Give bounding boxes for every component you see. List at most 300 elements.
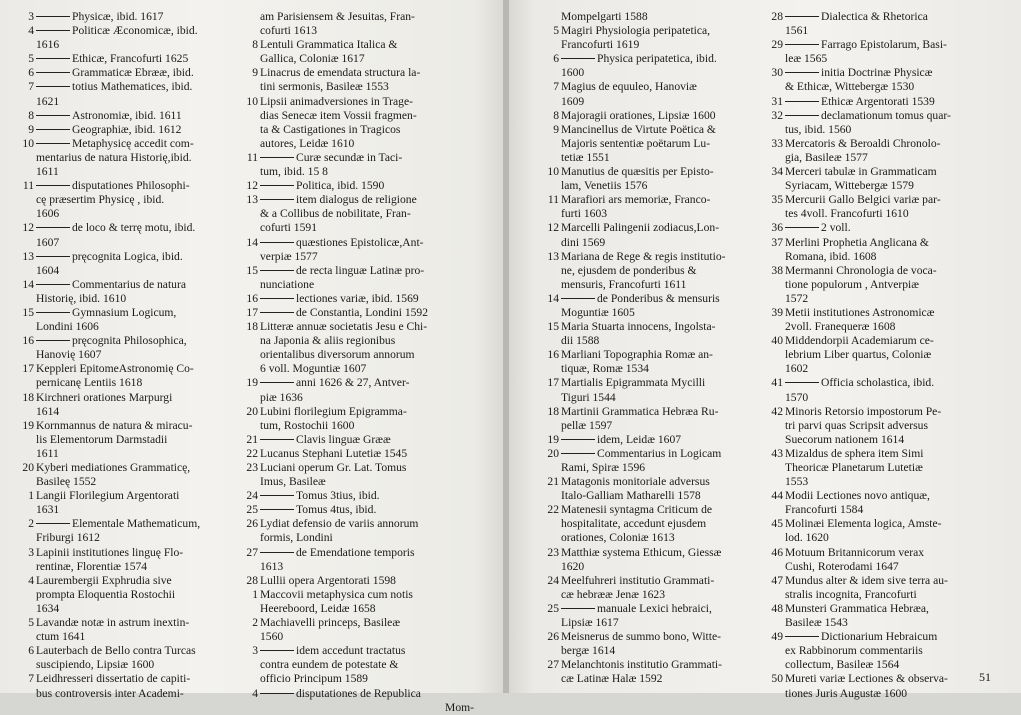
entry-text: Suecorum nationem 1614: [785, 432, 905, 446]
catalog-entry: [22, 461, 236, 489]
page-number: 51: [979, 670, 991, 684]
entry-text: Officia scholastica, ibid.: [821, 376, 935, 390]
entry-text: Lipsiæ 1617: [561, 616, 619, 630]
catalog-entry: [246, 66, 474, 94]
entry-text: anni 1626 & 27, Antver-: [296, 376, 410, 390]
entry-number: 4: [28, 24, 34, 38]
entry-number: 12: [246, 179, 258, 193]
entry-number: 21: [246, 432, 258, 446]
entry-number: 10: [246, 94, 258, 108]
catalog-entry: [771, 334, 993, 376]
entry-text: Elementale Mathematicum,: [72, 517, 201, 531]
entry-text: Mermanni Chronologia de voca-: [785, 263, 937, 277]
catalog-entry: [22, 137, 236, 179]
catalog-entry: [246, 320, 474, 376]
ditto-dash: [36, 143, 70, 144]
entry-text: dias Senecæ item Vossii fragmen-: [260, 108, 417, 122]
catalog-entry: [771, 602, 993, 630]
entry-text: Grammaticæ Ebrææ, ibid.: [72, 66, 194, 80]
ditto-dash: [785, 72, 819, 73]
catalog-entry: [22, 672, 236, 700]
entry-number: 19: [246, 376, 258, 390]
entry-text: Francofurti 1584: [785, 503, 864, 517]
entry-text: Munsteri Grammatica Hebræa,: [785, 601, 929, 615]
ditto-dash: [260, 242, 294, 243]
entry-text: ctum 1641: [36, 630, 86, 644]
entry-number: 23: [246, 461, 258, 474]
catalog-entry: [547, 109, 765, 123]
entry-number: 19: [547, 432, 559, 446]
entry-text: bergæ 1614: [561, 644, 616, 658]
ditto-dash: [36, 185, 70, 186]
entry-text: Hanovię 1607: [36, 348, 102, 362]
entry-number: 38: [771, 263, 783, 277]
entry-text: mentarius de natura Historię,ibid.: [36, 150, 192, 164]
entry-text: Moguntiæ 1605: [561, 305, 635, 319]
catalog-entry: [22, 419, 236, 461]
entry-text: tus, ibid. 1560: [785, 122, 852, 136]
entry-text: Maccovii metaphysica cum notis: [260, 587, 413, 601]
entry-number: 5: [28, 52, 34, 66]
entry-text: cæ Latinæ Halæ 1592: [561, 672, 663, 686]
catalog-entry: [246, 264, 474, 292]
entry-text: Modii Lectiones novo antiquæ,: [785, 489, 930, 503]
entry-text: Mundus alter & idem sive terra au-: [785, 573, 948, 587]
entry-text: Marliani Topographia Romæ an-: [561, 348, 713, 362]
entry-text: lectiones variæ, ibid. 1569: [296, 291, 419, 305]
catalog-entry: [547, 475, 765, 503]
ditto-dash: [36, 523, 70, 524]
catalog-entry: [22, 10, 236, 24]
catalog-entry: [246, 687, 474, 701]
catalog-entry: [22, 489, 236, 517]
entry-text: Commentarius in Logicam: [597, 446, 722, 460]
entry-text: & a Collibus de nobilitate, Fran-: [260, 207, 411, 221]
entry-text: Lydiat defensio de variis annorum: [260, 517, 419, 531]
ditto-dash: [260, 495, 294, 496]
entry-text: Dialectica & Rhetorica: [821, 10, 928, 23]
entry-text: lis Elementorum Darmstadii: [36, 432, 168, 446]
catchword: Mom-: [445, 700, 474, 714]
entry-number: 20: [547, 446, 559, 460]
entry-text: 1614: [36, 404, 60, 418]
catalog-entry: [246, 489, 474, 503]
entry-text: Mercurii Gallo Belgici variæ par-: [785, 193, 941, 207]
ditto-dash: [260, 312, 294, 313]
entry-text: tetiæ 1551: [561, 150, 610, 164]
catalog-entry: [547, 292, 765, 320]
entry-number: 9: [553, 122, 559, 136]
catalog-entry: [246, 588, 474, 616]
catalog-entry: [246, 503, 474, 517]
catalog-entry: [771, 447, 993, 489]
entry-number: 8: [553, 108, 559, 122]
entry-text: Theoricæ Planetarum Lutetiæ: [785, 461, 923, 474]
entry-text: Minoris Retorsio impostorum Pe-: [785, 404, 942, 418]
entry-text: Merlini Prophetia Anglicana &: [785, 235, 929, 249]
entry-text: 6 voll. Moguntiæ 1607: [260, 362, 367, 376]
catalog-entry: [547, 24, 765, 52]
entry-text: Marcelli Palingenii zodiacus,Lon-: [561, 221, 720, 235]
entry-text: Ethicæ, Francofurti 1625: [72, 52, 189, 66]
entry-text: cæ hebrææ Jenæ 1623: [561, 587, 666, 601]
entry-number: 14: [22, 277, 34, 291]
ditto-dash: [260, 199, 294, 200]
entry-number: 2: [28, 517, 34, 531]
entry-number: 2: [252, 616, 258, 630]
ditto-dash: [260, 382, 294, 383]
catalog-entry: [22, 250, 236, 278]
entry-text: de Ponderibus & mensuris: [597, 291, 720, 305]
entry-text: Martinii Grammatica Hebræa Ru-: [561, 404, 719, 418]
entry-text: Magius de equuleo, Hanoviæ: [561, 80, 697, 94]
ditto-dash: [260, 157, 294, 158]
entry-number: 25: [547, 601, 559, 615]
catalog-entry: [22, 546, 236, 574]
entry-number: 18: [547, 404, 559, 418]
entry-text: rentinæ, Florentiæ 1574: [36, 559, 148, 573]
ditto-dash: [260, 439, 294, 440]
catalog-entry: [22, 52, 236, 66]
left-page: [0, 0, 505, 714]
entry-text: lam, Venetiis 1576: [561, 179, 648, 193]
catalog-entry: [22, 179, 236, 221]
entry-number: 6: [553, 52, 559, 66]
entry-text: am Parisiensem & Jesuitas, Fran-: [260, 10, 415, 23]
entry-number: 11: [547, 193, 559, 207]
ditto-dash: [36, 340, 70, 341]
catalog-entry: [771, 221, 993, 235]
entry-number: 10: [547, 165, 559, 179]
entry-number: 14: [246, 235, 258, 249]
entry-text: pręcognita Logica, ibid.: [72, 249, 183, 263]
entry-number: 24: [246, 489, 258, 503]
entry-text: Mizaldus de sphera item Simi: [785, 446, 924, 460]
catalog-column-4: [771, 10, 993, 701]
entry-text: Leidhresseri dissertatio de capiti-: [36, 672, 191, 686]
catalog-entry: [246, 517, 474, 545]
catalog-entry: [771, 10, 993, 38]
entry-text: Lubini florilegium Epigramma-: [260, 404, 407, 418]
entry-text: Meelfuhreri institutio Grammati-: [561, 573, 715, 587]
ditto-dash: [36, 227, 70, 228]
entry-text: quæstiones Epistolicæ,Ant-: [296, 235, 424, 249]
entry-number: 5: [553, 24, 559, 38]
catalog-entry: [22, 391, 236, 419]
entry-text: Gallica, Coloniæ 1617: [260, 52, 365, 66]
catalog-entry: [547, 80, 765, 108]
ditto-dash: [785, 227, 819, 228]
entry-text: Lipsii animadversiones in Trage-: [260, 94, 413, 108]
catalog-entry: [547, 193, 765, 221]
ditto-dash: [36, 72, 70, 73]
entry-number: 30: [771, 66, 783, 80]
entry-number: 11: [22, 179, 34, 193]
entry-text: Londini 1606: [36, 320, 99, 334]
entry-text: Basileę 1552: [36, 475, 97, 489]
entry-number: 37: [771, 235, 783, 249]
entry-text: ex Rabbinorum commentariis: [785, 644, 923, 658]
catalog-entry: [22, 574, 236, 616]
entry-number: 16: [547, 348, 559, 362]
catalog-column-3: [547, 10, 765, 687]
entry-number: 43: [771, 446, 783, 460]
entry-text: 1600: [561, 66, 585, 80]
entry-number: 45: [771, 517, 783, 531]
entry-number: 17: [547, 376, 559, 390]
entry-text: Melanchtonis institutio Grammati-: [561, 658, 722, 672]
entry-number: 12: [22, 221, 34, 235]
entry-number: 39: [771, 305, 783, 319]
entry-text: pellæ 1597: [561, 418, 613, 432]
entry-number: 28: [771, 10, 783, 23]
entry-text: Majoris sententiæ poëtarum Lu-: [561, 136, 711, 150]
catalog-entry: [547, 348, 765, 376]
catalog-entry: [547, 165, 765, 193]
catalog-entry: [246, 616, 474, 644]
entry-text: pręcognita Philosophica,: [72, 334, 187, 348]
entry-number: 7: [28, 672, 34, 686]
catalog-entry: [246, 546, 474, 574]
catalog-entry: [22, 221, 236, 249]
ditto-dash: [260, 552, 294, 553]
entry-text: Lavandæ notæ in astrum inextin-: [36, 616, 190, 630]
entry-number: 4: [28, 573, 34, 587]
catalog-entry: [771, 95, 993, 109]
entry-text: Laurembergii Exphrudia sive: [36, 573, 172, 587]
ditto-dash: [36, 256, 70, 257]
catalog-entry: [22, 278, 236, 306]
entry-text: cę præsertim Physicę , ibid.: [36, 193, 165, 207]
entry-number: 9: [28, 122, 34, 136]
catalog-entry: [771, 236, 993, 264]
entry-text: Lentuli Grammatica Italica &: [260, 38, 398, 52]
entry-text: Mercatoris & Beroaldi Chronolo-: [785, 136, 941, 150]
entry-text: Litteræ annuæ societatis Jesu e Chi-: [260, 320, 428, 334]
entry-text: 1604: [36, 263, 60, 277]
entry-text: Matenesii syntagma Criticum de: [561, 503, 713, 517]
entry-text: de Constantia, Londini 1592: [296, 305, 429, 319]
catalog-entry: [246, 193, 474, 235]
entry-text: Middendorpii Academiarum ce-: [785, 334, 934, 348]
catalog-entry: [22, 334, 236, 362]
catalog-entry: [771, 405, 993, 447]
entry-text: Manutius de quæsitis per Episto-: [561, 165, 714, 179]
entry-number: 13: [547, 249, 559, 263]
catalog-entry: [22, 24, 236, 52]
entry-text: Linacrus de emendata structura la-: [260, 66, 421, 80]
entry-number: 40: [771, 334, 783, 348]
entry-text: stralis incognita, Francofurti: [785, 587, 917, 601]
entry-text: Marafiori ars memoriæ, Franco-: [561, 193, 711, 207]
entry-text: orationes, Coloniæ 1613: [561, 531, 675, 545]
catalog-entry: [547, 10, 765, 24]
ditto-dash: [36, 58, 70, 59]
entry-text: orientalibus diversorum annorum: [260, 348, 415, 362]
entry-text: idem accedunt tractatus: [296, 644, 406, 658]
entry-number: 26: [246, 517, 258, 531]
entry-number: 5: [28, 616, 34, 630]
catalog-entry: [547, 221, 765, 249]
entry-number: 33: [771, 136, 783, 150]
ditto-dash: [561, 58, 595, 59]
entry-text: 1613: [260, 559, 284, 573]
catalog-entry: [771, 630, 993, 672]
entry-number: 44: [771, 489, 783, 503]
entry-text: initia Doctrinæ Physicæ: [821, 66, 933, 80]
entry-text: 1631: [36, 503, 60, 517]
catalog-entry: [771, 66, 993, 94]
entry-text: tum, Rostochii 1600: [260, 418, 355, 432]
entry-number: 13: [22, 249, 34, 263]
entry-text: 1560: [260, 630, 284, 644]
ditto-dash: [561, 439, 595, 440]
catalog-entry: [547, 447, 765, 475]
entry-text: Tomus 4tus, ibid.: [296, 503, 377, 517]
entry-text: Matthiæ systema Ethicum, Giessæ: [561, 545, 722, 559]
entry-number: 48: [771, 601, 783, 615]
entry-text: Rami, Spiræ 1596: [561, 461, 646, 474]
entry-text: 1572: [785, 291, 809, 305]
entry-text: Physica peripatetica, ibid.: [597, 52, 717, 66]
entry-text: Metii institutiones Astronomicæ: [785, 305, 935, 319]
entry-number: 18: [246, 320, 258, 334]
entry-text: Clavis linguæ Grææ: [296, 432, 391, 446]
catalog-entry: [246, 405, 474, 433]
entry-text: ne, ejusdem de ponderibus &: [561, 263, 697, 277]
catalog-entry: [246, 461, 474, 489]
entry-text: idem, Leidæ 1607: [597, 432, 682, 446]
catalog-entry: [547, 658, 765, 686]
entry-text: manuale Lexici hebraici,: [597, 601, 712, 615]
entry-text: Basileæ 1543: [785, 616, 848, 630]
catalog-entry: [22, 66, 236, 80]
entry-number: 20: [246, 404, 258, 418]
entry-text: Meisnerus de summo bono, Witte-: [561, 630, 722, 644]
entry-text: Kirchneri orationes Marpurgi: [36, 390, 173, 404]
catalog-entry: [547, 503, 765, 545]
entry-text: formis, Londini: [260, 531, 333, 545]
catalog-entry: [22, 362, 236, 390]
entry-number: 7: [28, 80, 34, 94]
entry-number: 32: [771, 108, 783, 122]
entry-number: 16: [246, 291, 258, 305]
catalog-entry: [246, 447, 474, 461]
entry-text: mensuris, Francofurti 1611: [561, 277, 687, 291]
catalog-entry: [547, 123, 765, 165]
entry-text: tini sermonis, Basileæ 1553: [260, 80, 389, 94]
catalog-entry: [246, 151, 474, 179]
entry-text: 1606: [36, 207, 60, 221]
entry-number: 27: [246, 545, 258, 559]
entry-text: Cushi, Roterodami 1647: [785, 559, 899, 573]
entry-text: Lucanus Stephani Lutetiæ 1545: [260, 446, 408, 460]
catalog-entry: [547, 376, 765, 404]
entry-text: prompta Eloquentia Rostochii: [36, 587, 176, 601]
entry-number: 34: [771, 165, 783, 179]
ditto-dash: [785, 44, 819, 45]
ditto-dash: [785, 115, 819, 116]
entry-number: 19: [22, 418, 34, 432]
entry-text: Ethicæ Argentorati 1539: [821, 94, 935, 108]
catalog-entry: [246, 95, 474, 151]
entry-text: Tomus 3tius, ibid.: [296, 489, 380, 503]
entry-text: suscipiendo, Lipsiæ 1600: [36, 658, 155, 672]
ditto-dash: [260, 185, 294, 186]
entry-text: 1611: [36, 165, 59, 179]
entry-number: 36: [771, 221, 783, 235]
catalog-entry: [246, 179, 474, 193]
catalog-entry: [22, 616, 236, 644]
ditto-dash: [561, 453, 595, 454]
entry-text: Kornmannus de natura & miracu-: [36, 418, 193, 432]
entry-number: 50: [771, 672, 783, 686]
catalog-entry: [246, 236, 474, 264]
catalog-entry: [246, 38, 474, 66]
entry-number: 15: [22, 305, 34, 319]
entry-text: Heereboord, Leidæ 1658: [260, 601, 376, 615]
entry-number: 17: [246, 305, 258, 319]
entry-text: dii 1588: [561, 334, 600, 348]
entry-text: Romana, ibid. 1608: [785, 249, 877, 263]
catalog-entry: [22, 306, 236, 334]
entry-text: tes 4voll. Francofurti 1610: [785, 207, 909, 221]
entry-number: 11: [246, 150, 258, 164]
entry-text: 2 voll.: [821, 221, 851, 235]
catalog-entry: [771, 376, 993, 404]
entry-text: Geographiæ, ibid. 1612: [72, 122, 182, 136]
catalog-entry: [547, 433, 765, 447]
entry-text: item dialogus de religione: [296, 193, 417, 207]
entry-text: Dictionarium Hebraicum: [821, 630, 938, 644]
ditto-dash: [260, 650, 294, 651]
entry-text: bus controversis inter Academi-: [36, 686, 184, 700]
entry-text: Francofurti 1619: [561, 38, 640, 52]
entry-text: na Japonia & aliis regionibus: [260, 334, 396, 348]
ditto-dash: [561, 608, 595, 609]
entry-text: 1609: [561, 94, 585, 108]
entry-text: 1621: [36, 94, 60, 108]
entry-text: Lauterbach de Bello contra Turcas: [36, 644, 196, 658]
entry-number: 17: [22, 362, 34, 376]
ditto-dash: [36, 30, 70, 31]
catalog-entry: [771, 109, 993, 137]
ditto-dash: [36, 129, 70, 130]
entry-text: Farrago Epistolarum, Basi-: [821, 38, 947, 52]
entry-text: Physicæ, ibid. 1617: [72, 10, 164, 23]
catalog-entry: [246, 376, 474, 404]
entry-text: pernicanę Lentiis 1618: [36, 376, 143, 390]
catalog-entry: [771, 137, 993, 165]
entry-text: Maria Stuarta innocens, Ingolsta-: [561, 320, 716, 334]
entry-text: Langii Florilegium Argentorati: [36, 489, 180, 503]
catalog-entry: [547, 250, 765, 292]
ditto-dash: [785, 16, 819, 17]
entry-text: nunciatione: [260, 277, 315, 291]
entry-number: 1: [252, 587, 258, 601]
ditto-dash: [260, 270, 294, 271]
entry-number: 6: [28, 644, 34, 658]
entry-text: de Emendatione temporis: [296, 545, 415, 559]
entry-text: collectum, Basileæ 1564: [785, 658, 900, 672]
entry-number: 29: [771, 38, 783, 52]
entry-text: Metaphysicę accedit com-: [72, 136, 194, 150]
catalog-entry: [771, 517, 993, 545]
entry-text: tiquæ, Romæ 1534: [561, 362, 649, 376]
entry-text: leæ 1565: [785, 52, 828, 66]
entry-text: Machiavelli princeps, Basileæ: [260, 616, 401, 630]
entry-text: Kyberi mediationes Grammaticę,: [36, 461, 191, 474]
